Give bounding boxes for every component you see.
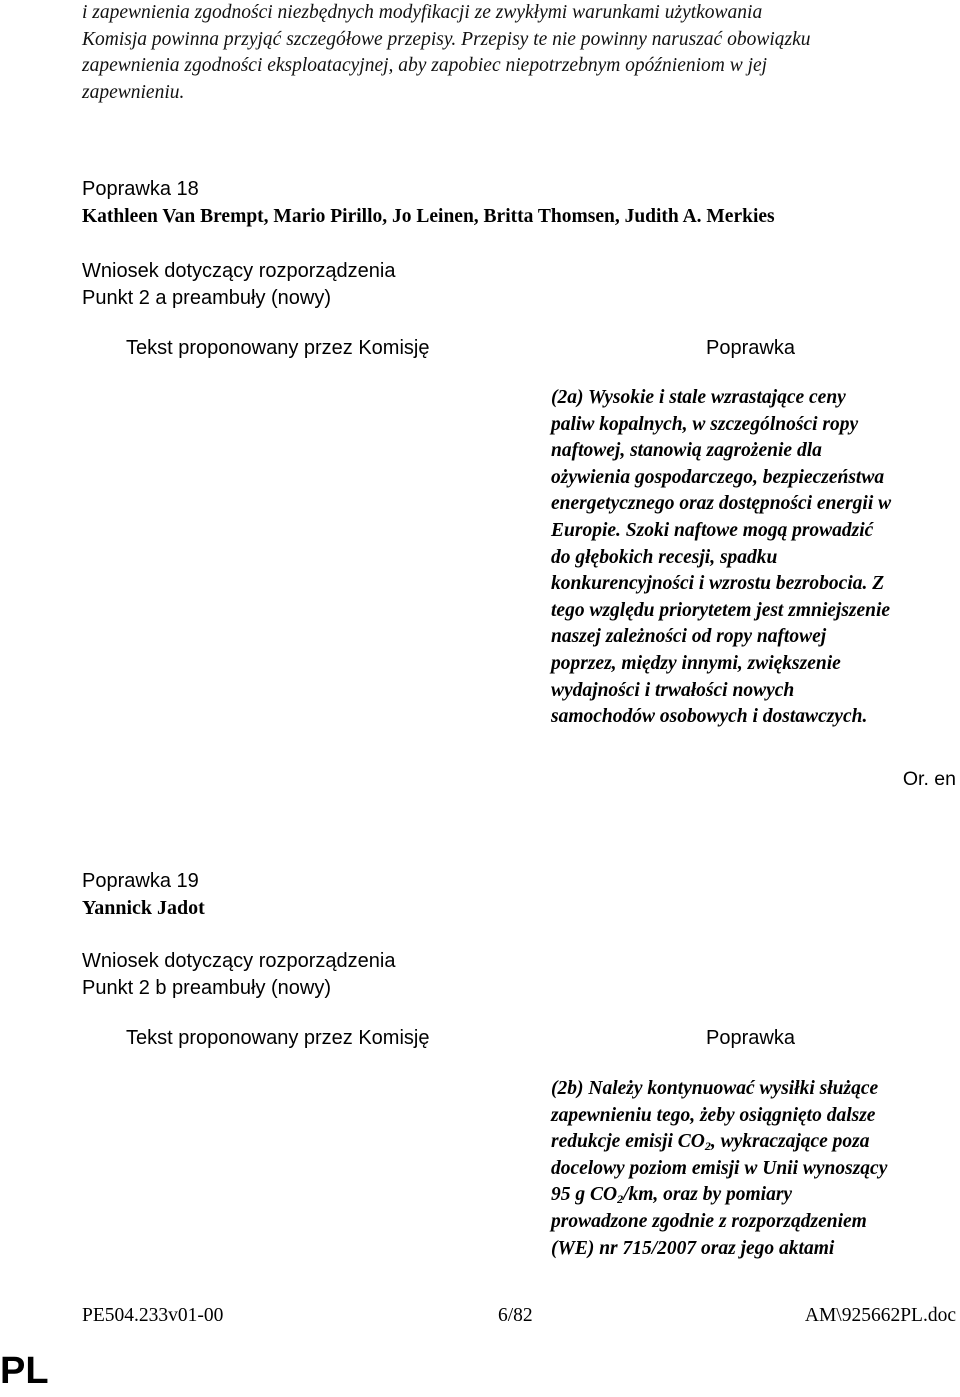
amendment-19-authors: Yannick Jadot (82, 897, 205, 919)
amendment-text-line: (2a) Wysokie i stale wzrastające ceny (551, 387, 846, 408)
amendment-text-line: docelowy poziom emisji w Unii wynoszący (551, 1157, 888, 1179)
intro-paragraph (82, 0, 952, 106)
amendment-19-point: Punkt 2 b preambuły (nowy) (82, 977, 332, 999)
amendment-text-line: wydajności i trwałości nowych (551, 679, 795, 701)
amendment-text-line: (WE) nr 715/2007 oraz jego aktami (551, 1237, 835, 1259)
amendment-text-line: samochodów osobowych i dostawczych. (551, 706, 868, 728)
subscript: 2 (617, 1192, 624, 1207)
amendment-text-line: energetycznego oraz dostępności energii w (551, 493, 892, 515)
amendment-text-line: naszej zależności od ropy naftowej (551, 626, 827, 648)
amendment-18-text (551, 385, 956, 731)
amendment-19-proposal: Wniosek dotyczący rozporządzenia (82, 950, 396, 972)
text-fragment: 95 g CO (551, 1184, 618, 1206)
original-language-note: Or. en (902, 768, 956, 790)
intro-line: i zapewnienia zgodności niezbędnych modyfikacji ze zwykłymi warunkami użytkowania (82, 2, 763, 23)
amendment-text-line: (2b) Należy kontynuować wysiłki służące (551, 1078, 879, 1099)
amendment-18-title: Poprawka 18 (82, 178, 199, 200)
amendment-19-title: Poprawka 19 (82, 870, 199, 892)
amendment-19-col-commission: Tekst proponowany przez Komisję (126, 1027, 430, 1049)
amendment-19-col-amendment: Poprawka (706, 1027, 795, 1049)
amendment-text-line: zapewnieniu tego, żeby osiągnięto dalsze (551, 1104, 876, 1126)
amendment-text-line: konkurencyjności i wzrostu bezrobocia. Z (551, 573, 885, 595)
amendment-text-line: paliw kopalnych, w szczególności ropy (551, 413, 859, 435)
amendment-text-line: do głębokich recesji, spadku (551, 546, 778, 568)
footer-file-name: AM\925662PL.doc (804, 1305, 956, 1326)
amendment-18-col-amendment: Poprawka (706, 337, 795, 359)
amendment-text-line: naftowej, stanowią zagrożenie dla (551, 440, 822, 462)
intro-line: Komisja powinna przyjąć szczegółowe przepisy. Przepisy te nie powinny naruszać obowiązku (82, 28, 811, 50)
amendment-text-line: Europie. Szoki naftowe mogą prowadzić (551, 519, 874, 541)
amendment-18-authors: Kathleen Van Brempt, Mario Pirillo, Jo Leinen, Britta Thomsen, Judith A. Merkies (82, 206, 775, 227)
footer-page-number: 6/82 (498, 1305, 533, 1326)
footer-doc-id: PE504.233v01-00 (82, 1305, 224, 1326)
footer-language-code: PL (0, 1350, 49, 1392)
amendment-text-line (551, 1182, 956, 1209)
amendment-19-text (551, 1076, 956, 1262)
text-fragment: , wykraczające poza (710, 1131, 870, 1153)
amendment-text-line: tego względu priorytetem jest zmniejszenie (551, 599, 891, 621)
text-fragment: /km, oraz by pomiary (623, 1184, 793, 1206)
subscript: 2 (704, 1139, 711, 1154)
text-fragment: redukcje emisji CO (551, 1131, 705, 1153)
amendment-18-point: Punkt 2 a preambuły (nowy) (82, 287, 332, 309)
amendment-text-line: ożywienia gospodarczego, bezpieczeństwa (551, 466, 885, 488)
amendment-text-line (551, 1129, 956, 1156)
intro-line: zapewnienia zgodności eksploatacyjnej, aby zapobiec niepotrzebnym opóźnieniom w jej (82, 55, 768, 76)
intro-line: zapewnieniu. (82, 81, 185, 103)
amendment-text-line: prowadzone zgodnie z rozporządzeniem (551, 1210, 867, 1232)
amendment-18-col-commission: Tekst proponowany przez Komisję (126, 337, 430, 359)
amendment-text-line: poprzez, między innymi, zwiększenie (551, 652, 841, 674)
amendment-18-proposal: Wniosek dotyczący rozporządzenia (82, 260, 396, 282)
